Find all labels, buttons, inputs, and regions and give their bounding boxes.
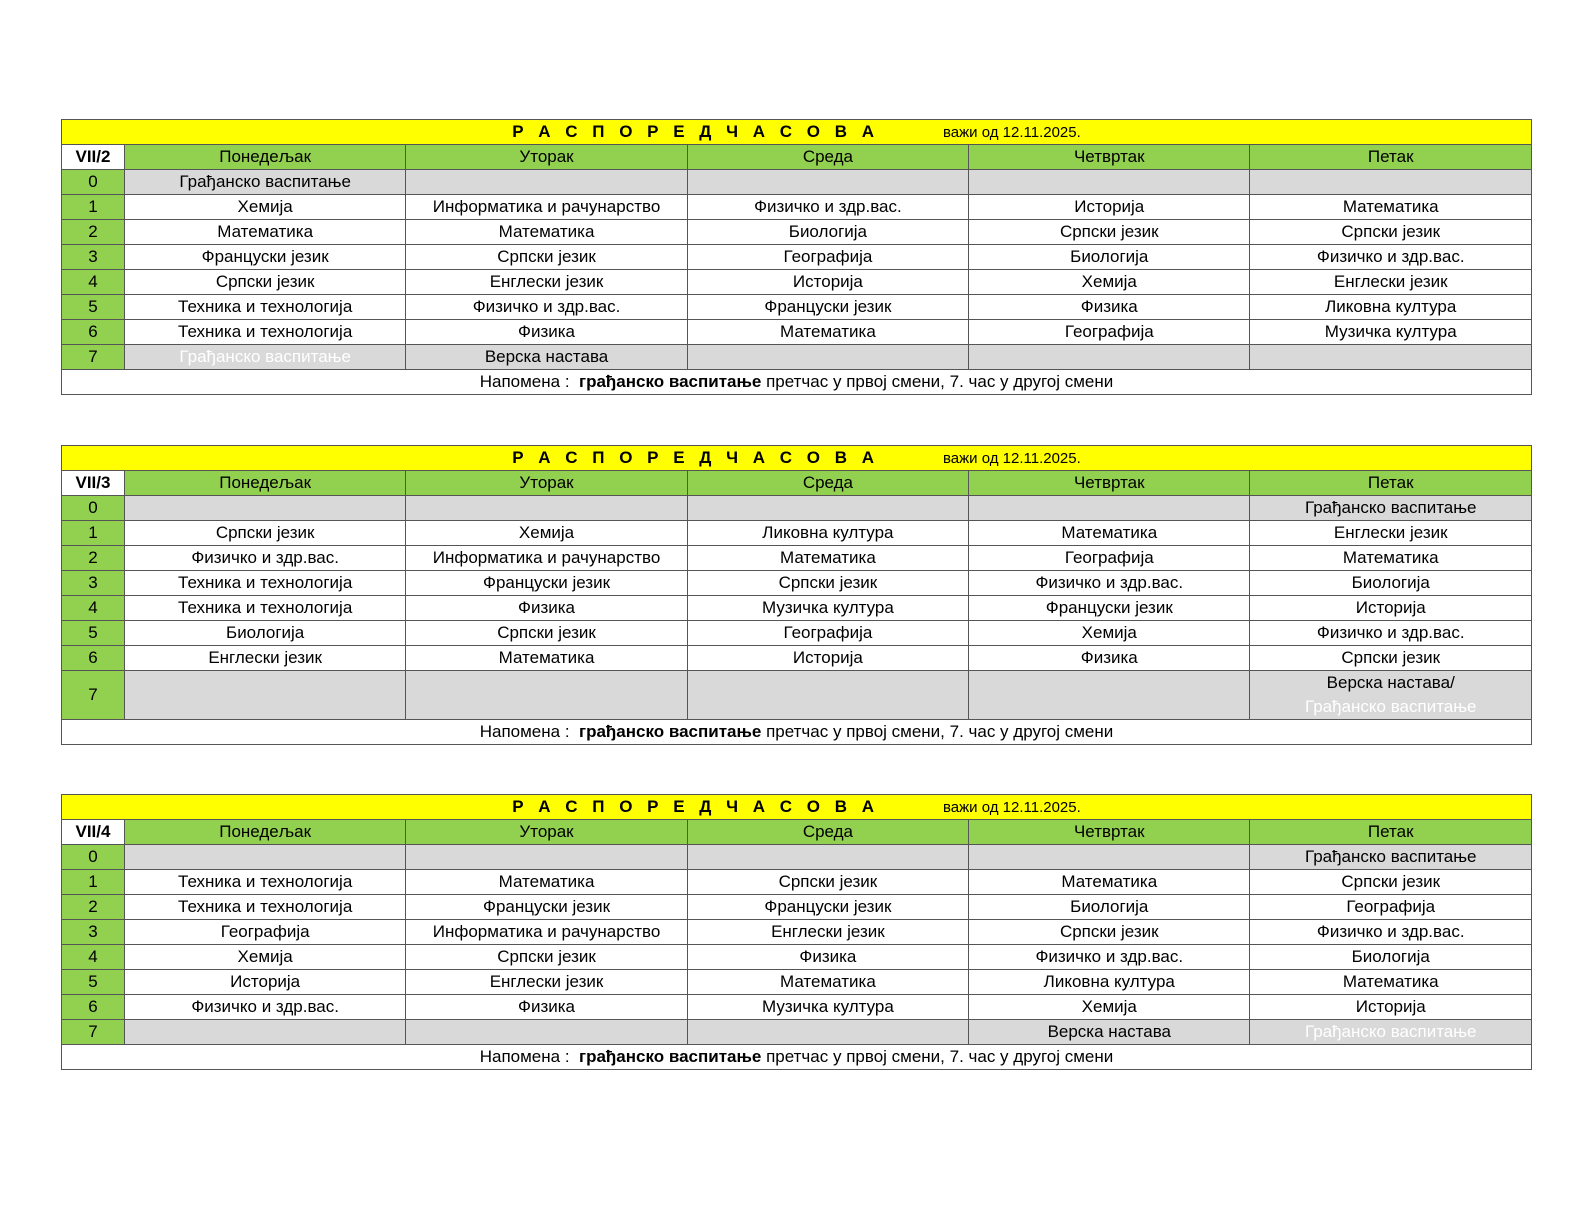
lesson-cell [406, 496, 687, 521]
lesson-row [62, 970, 1532, 995]
period-number: 0 [62, 496, 125, 521]
lesson-cell: Ликовна култура [687, 521, 968, 546]
day-header: Четвртак [969, 820, 1250, 845]
lesson-cell [969, 170, 1250, 195]
schedule-table-vii3 [61, 445, 1532, 745]
day-header: Среда [687, 471, 968, 496]
note-row [62, 720, 1532, 745]
lesson-row [62, 245, 1532, 270]
period-number: 2 [62, 546, 125, 571]
note-bold: грађанско васпитање [579, 1047, 762, 1066]
lesson-cell: Енглески језик [406, 270, 687, 295]
lesson-row [62, 895, 1532, 920]
class-label: VII/2 [62, 145, 125, 170]
lesson-cell [406, 845, 687, 870]
lesson-cell: Српски језик [687, 571, 968, 596]
lesson-cell [406, 1020, 687, 1045]
lesson-cell: Информатика и рачунарство [406, 920, 687, 945]
lesson-row [62, 521, 1532, 546]
lesson-cell: Биологија [124, 621, 405, 646]
lesson-row [62, 270, 1532, 295]
day-header: Уторак [406, 145, 687, 170]
lesson-cell: Техника и технологија [124, 295, 405, 320]
lesson-cell: Математика [1250, 970, 1532, 995]
lesson-cell: Грађанско васпитање [124, 345, 405, 370]
period-number: 4 [62, 945, 125, 970]
schedule-table-vii2 [61, 119, 1532, 395]
lesson-cell: Енглески језик [687, 920, 968, 945]
lesson-cell [687, 1020, 968, 1045]
lesson-cell: Хемија [124, 195, 405, 220]
lesson-cell: Грађанско васпитање [1250, 845, 1532, 870]
lesson-row [62, 295, 1532, 320]
note-cell [62, 370, 1532, 395]
lesson-cell [969, 671, 1250, 720]
note-row [62, 370, 1532, 395]
lesson-cell: Биологија [687, 220, 968, 245]
lesson-cell: Српски језик [124, 521, 405, 546]
lesson-cell: Математика [406, 646, 687, 671]
lesson-cell: Географија [687, 621, 968, 646]
lesson-cell: Француски језик [687, 295, 968, 320]
schedule-table-vii4 [61, 794, 1532, 1070]
class-label: VII/4 [62, 820, 125, 845]
lesson-cell: Физика [406, 995, 687, 1020]
lesson-cell [1250, 345, 1532, 370]
lesson-row [62, 621, 1532, 646]
lesson-cell: Физичко и здр.вас. [406, 295, 687, 320]
lesson-cell: Физика [406, 320, 687, 345]
lesson-cell: Информатика и рачунарство [406, 195, 687, 220]
day-header: Петак [1250, 820, 1532, 845]
lesson-cell [687, 170, 968, 195]
lesson-cell: Математика [406, 870, 687, 895]
period-number: 1 [62, 870, 125, 895]
lesson-cell: Верска настава [406, 345, 687, 370]
lesson-cell: Географија [969, 320, 1250, 345]
lesson-row [62, 170, 1532, 195]
day-header: Четвртак [969, 471, 1250, 496]
lesson-row [62, 870, 1532, 895]
lesson-cell: Верска настава [969, 1020, 1250, 1045]
lesson-cell: Биологија [969, 245, 1250, 270]
lesson-cell: Географија [969, 546, 1250, 571]
valid-from: важи од 12.11.2025. [943, 123, 1081, 141]
lesson-cell: Грађанско васпитање [1250, 1020, 1532, 1045]
day-header: Понедељак [124, 471, 405, 496]
lesson-cell: Физичко и здр.вас. [969, 571, 1250, 596]
lesson-row [62, 920, 1532, 945]
period-number: 2 [62, 895, 125, 920]
note-bold: грађанско васпитање [579, 722, 762, 741]
title-row [62, 120, 1532, 145]
schedule-title: Р А С П О Р Е Д Ч А С О В А [512, 796, 879, 816]
lesson-cell: Ликовна култура [969, 970, 1250, 995]
lesson-cell: Математика [406, 220, 687, 245]
lesson-cell: Биологија [1250, 571, 1532, 596]
lesson-cell: Техника и технологија [124, 870, 405, 895]
title-cell [62, 120, 1532, 145]
lesson-row [62, 646, 1532, 671]
lesson-cell: Хемија [969, 270, 1250, 295]
header-row [62, 471, 1532, 496]
period-number: 5 [62, 621, 125, 646]
note-row [62, 1045, 1532, 1070]
period-number: 6 [62, 320, 125, 345]
lesson-cell [124, 1020, 405, 1045]
lesson-cell: Српски језик [1250, 220, 1532, 245]
lesson-cell: Музичка култура [687, 995, 968, 1020]
lesson-cell: Српски језик [406, 945, 687, 970]
lesson-cell [687, 845, 968, 870]
lesson-cell: Математика [687, 970, 968, 995]
lesson-cell [969, 345, 1250, 370]
lesson-row [62, 546, 1532, 571]
valid-from: важи од 12.11.2025. [943, 798, 1081, 816]
lesson-cell [1250, 170, 1532, 195]
day-header: Среда [687, 145, 968, 170]
lesson-cell: Енглески језик [124, 646, 405, 671]
period-number: 7 [62, 345, 125, 370]
day-header: Понедељак [124, 820, 405, 845]
lesson-row [62, 571, 1532, 596]
schedule-title: Р А С П О Р Е Д Ч А С О В А [512, 121, 879, 141]
lesson-cell: Математика [124, 220, 405, 245]
lesson-cell: Српски језик [969, 220, 1250, 245]
lesson-cell: Историја [1250, 995, 1532, 1020]
lesson-cell [124, 496, 405, 521]
lesson-cell [687, 345, 968, 370]
lesson-cell: Ликовна култура [1250, 295, 1532, 320]
day-header: Петак [1250, 471, 1532, 496]
lesson-row [62, 671, 1532, 720]
lesson-cell: Математика [687, 320, 968, 345]
day-header: Среда [687, 820, 968, 845]
title-cell [62, 446, 1532, 471]
lesson-cell: Физика [687, 945, 968, 970]
lesson-row [62, 1020, 1532, 1045]
lesson-cell: Грађанско васпитање [1250, 496, 1532, 521]
lesson-cell: Географија [124, 920, 405, 945]
lesson-row [62, 345, 1532, 370]
lesson-cell: Географија [1250, 895, 1532, 920]
lesson-cell: Хемија [969, 995, 1250, 1020]
lesson-cell: Физичко и здр.вас. [124, 546, 405, 571]
lesson-cell: Физика [406, 596, 687, 621]
lesson-cell: Енглески језик [1250, 270, 1532, 295]
day-header: Уторак [406, 820, 687, 845]
lesson-cell: Историја [969, 195, 1250, 220]
period-number: 3 [62, 920, 125, 945]
lesson-text-extra: Грађанско васпитање [1304, 697, 1477, 716]
note-prefix: Напомена : [479, 372, 579, 391]
lesson-cell: Српски језик [1250, 646, 1532, 671]
lesson-cell: Математика [969, 870, 1250, 895]
lesson-cell: Музичка култура [1250, 320, 1532, 345]
lesson-row [62, 496, 1532, 521]
lesson-cell [687, 671, 968, 720]
note-prefix: Напомена : [479, 722, 579, 741]
lesson-cell: Историја [687, 646, 968, 671]
lesson-cell: Техника и технологија [124, 320, 405, 345]
lesson-cell: Српски језик [406, 245, 687, 270]
lesson-cell: Математика [1250, 546, 1532, 571]
lesson-text: Верска настава/ [1326, 673, 1455, 692]
lesson-cell: Енглески језик [406, 970, 687, 995]
period-number: 4 [62, 270, 125, 295]
lesson-cell: Биологија [969, 895, 1250, 920]
valid-from: важи од 12.11.2025. [943, 449, 1081, 467]
lesson-cell [1250, 671, 1532, 720]
note-rest: претчас у првој смени, 7. час у другој смени [761, 722, 1114, 741]
lesson-cell [124, 845, 405, 870]
period-number: 3 [62, 571, 125, 596]
lesson-cell: Биологија [1250, 945, 1532, 970]
lesson-cell: Српски језик [687, 870, 968, 895]
day-header: Петак [1250, 145, 1532, 170]
lesson-cell: Историја [124, 970, 405, 995]
lesson-cell [969, 496, 1250, 521]
lesson-cell: Српски језик [969, 920, 1250, 945]
period-number: 1 [62, 195, 125, 220]
lesson-cell: Физичко и здр.вас. [124, 995, 405, 1020]
class-label: VII/3 [62, 471, 125, 496]
period-number: 4 [62, 596, 125, 621]
lesson-cell: Математика [969, 521, 1250, 546]
lesson-row [62, 845, 1532, 870]
lesson-cell: Физичко и здр.вас. [969, 945, 1250, 970]
lesson-cell: Музичка култура [687, 596, 968, 621]
header-row [62, 145, 1532, 170]
lesson-cell: Француски језик [406, 895, 687, 920]
lesson-cell: Физичко и здр.вас. [1250, 920, 1532, 945]
lesson-cell [406, 170, 687, 195]
lesson-cell: Хемија [124, 945, 405, 970]
period-number: 0 [62, 170, 125, 195]
period-number: 2 [62, 220, 125, 245]
period-number: 5 [62, 970, 125, 995]
note-cell [62, 1045, 1532, 1070]
day-header: Понедељак [124, 145, 405, 170]
lesson-cell: Хемија [406, 521, 687, 546]
note-prefix: Напомена : [479, 1047, 579, 1066]
lesson-cell: Српски језик [124, 270, 405, 295]
lesson-cell: Физика [969, 295, 1250, 320]
lesson-cell: Физика [969, 646, 1250, 671]
lesson-cell [406, 671, 687, 720]
lesson-cell: Француски језик [406, 571, 687, 596]
title-cell [62, 795, 1532, 820]
lesson-cell: Физичко и здр.вас. [1250, 245, 1532, 270]
lesson-cell: Техника и технологија [124, 571, 405, 596]
lesson-cell: Српски језик [1250, 870, 1532, 895]
lesson-cell: Хемија [969, 621, 1250, 646]
lesson-cell: Математика [687, 546, 968, 571]
day-header: Уторак [406, 471, 687, 496]
title-row [62, 446, 1532, 471]
lesson-cell: Географија [687, 245, 968, 270]
lesson-cell: Француски језик [969, 596, 1250, 621]
lesson-cell [687, 496, 968, 521]
period-number: 0 [62, 845, 125, 870]
lesson-cell [124, 671, 405, 720]
lesson-cell: Историја [1250, 596, 1532, 621]
schedule-title: Р А С П О Р Е Д Ч А С О В А [512, 447, 879, 467]
lesson-cell: Историја [687, 270, 968, 295]
day-header: Четвртак [969, 145, 1250, 170]
lesson-row [62, 945, 1532, 970]
lesson-row [62, 995, 1532, 1020]
lesson-cell: Техника и технологија [124, 895, 405, 920]
note-rest: претчас у првој смени, 7. час у другој смени [761, 372, 1114, 391]
period-number: 7 [62, 671, 125, 720]
lesson-cell: Српски језик [406, 621, 687, 646]
period-number: 6 [62, 995, 125, 1020]
period-number: 7 [62, 1020, 125, 1045]
lesson-cell: Француски језик [124, 245, 405, 270]
lesson-cell [969, 845, 1250, 870]
header-row [62, 820, 1532, 845]
lesson-cell: Информатика и рачунарство [406, 546, 687, 571]
lesson-row [62, 596, 1532, 621]
period-number: 1 [62, 521, 125, 546]
period-number: 5 [62, 295, 125, 320]
lesson-row [62, 320, 1532, 345]
lesson-row [62, 195, 1532, 220]
note-cell [62, 720, 1532, 745]
note-rest: претчас у првој смени, 7. час у другој смени [761, 1047, 1114, 1066]
note-bold: грађанско васпитање [579, 372, 762, 391]
lesson-cell: Физичко и здр.вас. [1250, 621, 1532, 646]
lesson-row [62, 220, 1532, 245]
lesson-cell: Енглески језик [1250, 521, 1532, 546]
lesson-cell: Француски језик [687, 895, 968, 920]
period-number: 6 [62, 646, 125, 671]
lesson-cell: Математика [1250, 195, 1532, 220]
title-row [62, 795, 1532, 820]
lesson-cell: Техника и технологија [124, 596, 405, 621]
period-number: 3 [62, 245, 125, 270]
lesson-cell: Физичко и здр.вас. [687, 195, 968, 220]
lesson-cell: Грађанско васпитање [124, 170, 405, 195]
